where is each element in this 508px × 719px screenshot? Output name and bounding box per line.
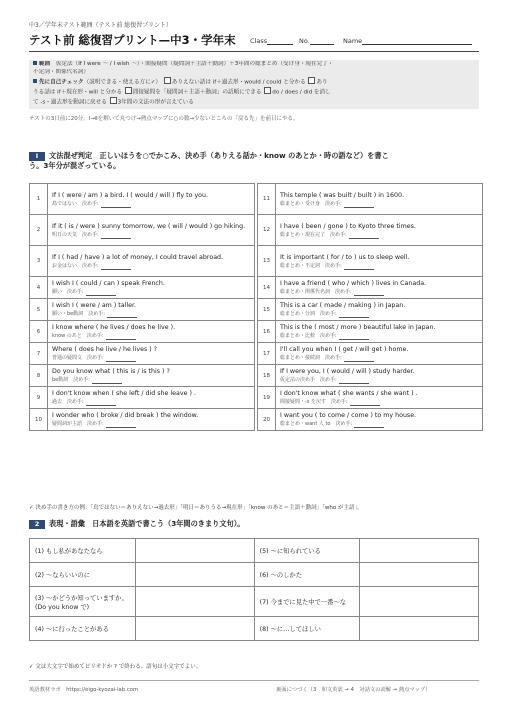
header-divider [29,51,479,52]
phrase-answer-right[interactable] [360,617,479,641]
question-hint-line [52,376,250,384]
phrase-prompt-right: (7) 今までに見た中で一番〜な [254,587,360,617]
kimete-answer-line[interactable] [350,400,380,406]
question-hint-line [280,288,478,296]
question-hint-line [52,288,250,296]
phrase-answer-left[interactable] [135,617,254,641]
question-cell[interactable] [48,299,255,321]
question-text: This is a car ( made / making ) in Japan. [280,302,406,309]
question-number: 14 [258,277,276,299]
phrase-prompt-right: (8) 〜に…してほしい [254,617,360,641]
kimete-label: 決め手: [73,377,90,383]
question-hint: 鳥ではない [52,200,78,207]
footer-divider [29,680,479,681]
kimete-label: 決め手: [87,421,104,427]
footer-next: 裏面につづく（3 和文英訳 → 4 対話文の読解 → 熱点マップ） [276,687,431,693]
self-check-box-2[interactable] [308,77,315,84]
question-number: 13 [258,246,276,277]
kimete-answer-line[interactable] [92,378,122,384]
question-number: 19 [258,387,276,409]
question-text: Where ( does he live / he lives ) ? [52,346,158,353]
question-number: 5 [30,299,48,321]
phrase-answer-right[interactable] [360,563,479,587]
question-number: 11 [258,184,276,215]
question-hint: 間接疑問・-s を戻す [280,399,326,405]
kimete-label: 決め手: [86,333,104,339]
question-text: If I ( were / am ) a bird, I ( would / will ) fly to you. [52,191,209,199]
question-text: If it ( is / were ) sunny tomorrow, we ( will / would ) go hiking. [52,222,246,230]
kimete-label: 決め手: [87,355,104,361]
question-hint: 総まとめ・want 人 to [280,421,331,427]
question-number: 1 [30,184,48,215]
question-hint: know のあと [52,333,82,339]
question-row [258,246,483,277]
question-row [258,409,483,431]
question-text: I have ( been / gone ) to Kyoto three times. [280,222,416,230]
question-cell[interactable] [48,246,255,277]
question-row [30,365,255,387]
question-cell[interactable] [276,246,483,277]
question-hint: 明日の天気 [52,231,78,238]
question-hint-line [52,354,250,362]
kimete-answer-line[interactable] [101,202,131,208]
kimete-answer-line[interactable] [106,422,136,428]
kimete-label: 決め手: [330,231,347,238]
question-row [30,277,255,299]
kimete-answer-line[interactable] [86,290,116,296]
phrase-row [30,587,479,617]
question-row [258,184,483,215]
question-cell[interactable] [48,387,255,409]
question-hint-line [280,398,478,406]
kimete-label: 決め手: [320,333,337,339]
question-cell[interactable] [276,215,483,246]
question-cell[interactable] [276,365,483,387]
question-table-right [257,183,483,431]
kimete-answer-line[interactable] [344,264,374,270]
question-row [258,321,483,343]
question-cell[interactable] [276,387,483,409]
kimete-label: 決め手: [82,200,99,207]
question-text: It is important ( for / to ) us to sleep well. [280,253,410,261]
question-cell[interactable] [276,277,483,299]
kimete-label: 決め手: [325,200,342,207]
question-hint: 総まとめ・関係代名詞 [280,289,331,295]
question-number: 2 [30,215,48,246]
info-box: 範囲 仮定法（If I were ～ / I wish ～）・間接疑問（疑問詞＋主語＋動詞）＋3年間の総まとめ（受け身・現在完了・ 不定詞・関係代名詞） 先に自己チェック（説明できる・使える方に✓） ありえない話は if＋過去形・would / could と分かる あり うる話は if＋現在形・will と分かる 間接疑問を「疑問詞＋主語＋動詞」の語順にできる do / does / did を消し て -s・過去形を動詞に戻せる 3年間の文法の形が言えている [29,60,479,109]
question-hint: 総まとめ・分詞 [280,311,316,317]
kimete-answer-line[interactable] [106,334,136,340]
page-title: テスト前 総復習プリント—中3・学年末 [29,33,236,47]
question-hint: 総まとめ・比較 [280,333,316,339]
section-2-note: ✓ 文は大文字で始めてピリオドか ? で終わる。語句は小文字でよい。 [29,664,202,670]
section-2-heading: 2 表現・語彙 日本語を英語で書こう（3年間のきまり文句）。 [29,519,484,529]
kimete-answer-line[interactable] [344,356,374,362]
question-hint-line [52,332,250,340]
kimete-answer-line[interactable] [107,312,137,318]
question-number: 10 [30,409,48,431]
question-number: 7 [30,343,48,365]
question-row [30,387,255,409]
question-hint: 総まとめ・現在完了 [280,231,326,238]
question-cell[interactable] [48,343,255,365]
question-number: 20 [258,409,276,431]
question-number: 3 [30,246,48,277]
kimete-label: 決め手: [325,262,342,269]
kimete-answer-line[interactable] [101,264,131,270]
kimete-label: 決め手: [325,355,342,361]
question-row [30,343,255,365]
kimete-label: 決め手: [335,421,353,427]
question-hint-line [280,231,478,239]
question-row [30,184,255,215]
phrase-row [30,617,479,641]
question-row [30,246,255,277]
question-row [30,321,255,343]
question-text: I wish I ( could / can ) speak French. [52,280,165,287]
question-row [30,215,255,246]
question-hint-line [280,262,478,270]
footer-site: 英語教材ラボ https://eigo-kyozai-lab.com [29,687,139,693]
kimete-answer-line[interactable] [106,356,136,362]
kimete-label: 決め手: [331,399,348,405]
question-hint-line [280,354,478,362]
question-text: If I were you, I ( would / will ) study harder. [280,368,415,375]
question-cell[interactable] [276,299,483,321]
self-check-box-3[interactable] [125,87,132,94]
kimete-label: 決め手: [335,289,352,295]
phrase-answer-right[interactable] [360,539,479,563]
kimete-answer-line[interactable] [86,400,116,406]
header-breadcrumb: 中3／学年末テスト範囲（テスト前 総復習プリント） [29,22,173,29]
question-text: This temple ( was built / built ) in 1600. [280,191,404,199]
question-text: I don't know what ( she wants / she want ) . [280,390,418,397]
number-field[interactable]: No. [299,37,334,45]
question-cell[interactable] [276,409,483,431]
question-text: I'll call you when I ( get / will get ) home. [280,346,409,353]
phrase-prompt-right: (5) 〜に知られている [254,539,360,563]
question-hint: 仮定法の決め手 [280,377,316,383]
question-hint-line [52,398,250,406]
question-hint-line [52,200,250,208]
question-text: I wonder who ( broke / did break ) the window. [52,412,199,419]
question-cell[interactable] [48,365,255,387]
question-number: 8 [30,365,48,387]
question-number: 4 [30,277,48,299]
question-row [258,387,483,409]
question-cell[interactable] [276,321,483,343]
question-cell[interactable] [48,321,255,343]
phrase-prompt-left: (4) 〜に行ったことがある [30,617,136,641]
kimete-answer-line[interactable] [344,202,374,208]
phrase-answer-left[interactable] [135,587,254,617]
question-number: 9 [30,387,48,409]
question-hint-line [280,310,478,318]
self-check-box-4[interactable] [264,87,271,94]
question-hint-line [52,310,250,318]
kimete-answer-line[interactable] [354,290,384,296]
kimete-answer-line[interactable] [349,233,379,239]
phrase-prompt-left: (2) 〜ならいいのに [30,563,136,587]
question-number: 17 [258,343,276,365]
question-row [258,365,483,387]
phrase-prompt-right: (6) 〜のしかた [254,563,360,587]
kimete-label: 決め手: [320,311,337,317]
phrase-answer-right[interactable] [360,587,479,617]
question-row [30,299,255,321]
phrase-answer-left[interactable] [135,563,254,587]
question-cell[interactable] [276,343,483,365]
question-row [30,409,255,431]
question-number: 18 [258,365,276,387]
kimete-label: 決め手: [320,377,337,383]
kimete-label: 決め手: [67,289,84,295]
section-1-heading: Ⅰ 文法混ぜ判定 正しいほうを○でかこみ、決め手（ありえる話か・know のあとか・時の語など）を書こ う。3年分が混ざっている。 [29,151,389,170]
question-cell[interactable] [48,215,255,246]
question-hint-line [280,332,478,340]
question-cell[interactable] [48,184,255,215]
phrase-row [30,539,479,563]
kimete-label: 決め手: [82,231,99,238]
question-row [258,299,483,321]
study-tip: テストの3日前に20分。Ⅰ→Ⅱを解いて丸つけ→熱点マップに○の数→少ないところの「戻る先」を前日にやる。 [29,116,299,122]
question-hint: 願い [52,289,63,295]
question-text: I wish I ( were / am ) taller. [52,302,136,309]
question-hint: 総まとめ・不定詞 [280,262,321,269]
question-hint: 願い・be動詞 [52,311,84,317]
section-1-note: ✓ 決め手の書き方の例：「鳥ではない＝ありえない→過去形」「明日＝ありうる→現在形」「know のあと＝主語＋動詞」「who が主語」。 [29,505,363,511]
question-cell[interactable] [48,277,255,299]
class-field[interactable]: Class [250,37,293,45]
kimete-label: 決め手: [67,399,84,405]
question-hint-line [280,200,478,208]
phrase-row [30,563,479,587]
question-hint: be動詞 [52,377,69,383]
question-text: I have a friend ( who / which ) lives in Canada. [280,280,427,287]
kimete-answer-line[interactable] [339,334,369,340]
question-number: 12 [258,215,276,246]
question-hint-line [52,262,250,270]
question-table-left [29,183,255,431]
question-row [258,343,483,365]
self-check-box-5[interactable] [110,97,117,104]
question-hint-line [52,231,250,239]
question-cell[interactable] [48,409,255,431]
question-text: I want you ( to come / come ) to my house. [280,412,417,419]
phrase-table [29,538,479,641]
question-text: Do you know what ( this is / is this ) ? [52,368,170,375]
phrase-prompt-left: (3) 〜かどうか知っていますか。 (Do you know で) [30,587,136,617]
question-number: 15 [258,299,276,321]
question-hint: 過去 [52,399,63,405]
kimete-label: 決め手: [88,311,105,317]
question-hint: 普通の疑問文 [52,355,83,361]
phrase-prompt-left: (1) もし私があなたなら [30,539,136,563]
question-hint: 総まとめ・接続詞 [280,355,321,361]
question-hint: 総まとめ・受け身 [280,200,321,207]
kimete-answer-line[interactable] [101,233,131,239]
question-text: I don't know when ( she left / did she leave ) . [52,390,196,397]
question-hint-line [52,420,250,428]
question-number: 16 [258,321,276,343]
phrase-answer-left[interactable] [135,539,254,563]
question-text: If I ( had / have ) a lot of money, I could travel abroad. [52,253,224,261]
kimete-answer-line[interactable] [339,378,369,384]
question-text: This is the ( most / more ) beautiful lake in Japan. [280,324,436,331]
question-text: I know where ( he lives / does he live ). [52,324,176,331]
question-hint-line [280,376,478,384]
kimete-label: 決め手: [82,262,99,269]
question-row [258,215,483,246]
question-number: 6 [30,321,48,343]
question-hint-line [280,420,478,428]
self-check-box-1[interactable] [164,77,171,84]
question-hint: 疑問詞が主語 [52,421,83,427]
kimete-answer-line[interactable] [354,422,384,428]
question-row [258,277,483,299]
question-cell[interactable] [276,184,483,215]
name-field[interactable]: Name [343,37,472,45]
kimete-answer-line[interactable] [339,312,369,318]
question-hint: お金はない [52,262,78,269]
